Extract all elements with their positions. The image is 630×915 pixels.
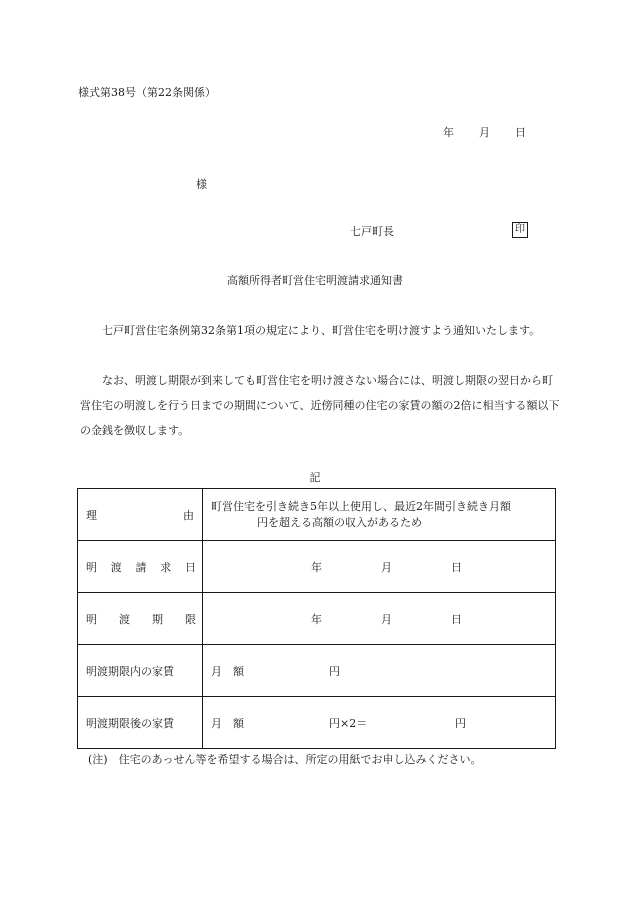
rent-after-monthly: 月 額 xyxy=(211,716,244,730)
request-date-label xyxy=(78,541,203,593)
reason-label xyxy=(78,489,203,541)
notice-paragraph-1-text: 七戸町営住宅条例第32条第1項の規定により、町営住宅を明け渡すよう通知いたします。 xyxy=(102,324,541,337)
deadline-value xyxy=(203,593,556,645)
label-char: 明 xyxy=(86,612,97,626)
label-char: 渡 xyxy=(110,560,122,574)
details-table xyxy=(77,488,556,749)
notice-paragraph-2-text: なお、明渡し期限が到来しても町営住宅を明け渡さない場合には、明渡し期限の翌日から町営住宅の明渡しを行う日までの期間について、近傍同種の住宅の家賃の額の2倍に相当する額以下の金銭を徴収します。 xyxy=(80,374,560,437)
rent-after-row xyxy=(78,697,556,749)
rent-before-monthly: 月 額 xyxy=(211,664,244,678)
label-char: 請 xyxy=(135,560,147,574)
deadline-year: 年 xyxy=(311,612,322,626)
rent-before-yen: 円 xyxy=(329,664,340,678)
date-year: 年 xyxy=(443,126,454,139)
deadline-label xyxy=(78,593,203,645)
rent-after-formula: 円×2＝ xyxy=(329,716,368,730)
request-day: 日 xyxy=(451,560,462,574)
issuer-name: 七戸町長 xyxy=(350,225,394,238)
rent-before-row xyxy=(78,645,556,697)
label-char: 日 xyxy=(185,560,196,574)
date-day: 日 xyxy=(515,126,526,139)
reason-line-1: 町営住宅を引き続き5年以上使用し、最近2年間引き続き月額 xyxy=(211,499,511,513)
deadline-month: 月 xyxy=(381,612,392,626)
label-char: 渡 xyxy=(119,612,130,626)
recipient-suffix: 様 xyxy=(196,178,207,191)
ki-heading: 記 xyxy=(309,471,321,484)
rent-after-value xyxy=(203,697,556,749)
request-month: 月 xyxy=(381,560,392,574)
reason-line-2: 円を超える高額の収入があるため xyxy=(257,515,422,529)
rent-before-label: 明渡期限内の家賃 xyxy=(78,645,203,697)
notice-paragraph-1 xyxy=(80,318,560,343)
request-year: 年 xyxy=(311,560,322,574)
reason-value xyxy=(203,489,556,541)
notice-paragraph-2 xyxy=(80,368,560,443)
rent-before-value xyxy=(203,645,556,697)
label-char: 明 xyxy=(86,560,97,574)
deadline-row xyxy=(78,593,556,645)
deadline-day: 日 xyxy=(451,612,462,626)
date-month: 月 xyxy=(479,126,490,139)
form-number: 様式第38号（第22条関係） xyxy=(78,86,216,99)
reason-label-char: 由 xyxy=(183,508,194,522)
document-title: 高額所得者町営住宅明渡請求通知書 xyxy=(227,274,403,287)
request-date-row xyxy=(78,541,556,593)
reason-label-char: 理 xyxy=(86,508,97,522)
reason-row xyxy=(78,489,556,541)
seal-mark: 印 xyxy=(512,222,528,238)
rent-after-label: 明渡期限後の家賃 xyxy=(78,697,203,749)
request-date-value xyxy=(203,541,556,593)
label-char: 限 xyxy=(185,612,196,626)
rent-after-yen: 円 xyxy=(455,716,466,730)
label-char: 期 xyxy=(152,612,163,626)
label-char: 求 xyxy=(160,560,172,574)
footnote: (注) 住宅のあっせん等を希望する場合は、所定の用紙でお申し込みください。 xyxy=(88,753,482,766)
date-line xyxy=(443,124,526,140)
